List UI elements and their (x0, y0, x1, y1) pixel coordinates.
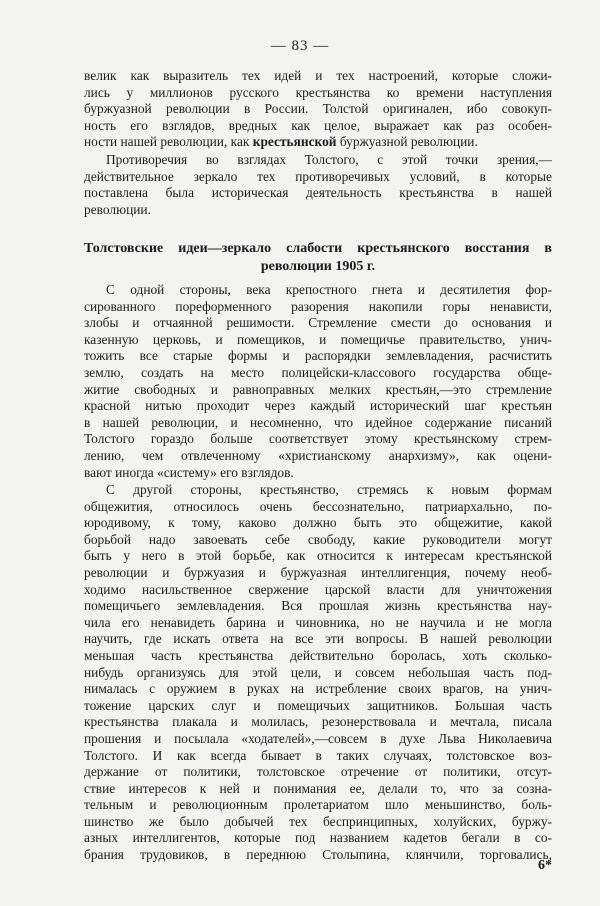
text-line: нималась с оружием в руках на истребление своих врагов, на унич- (84, 681, 552, 697)
text-line: азных интеллигентов, которые под названием кадетов бегали в со- (84, 830, 552, 846)
body-paragraph-2 (84, 482, 552, 864)
text-line: велик как выразитель тех идей и тех настроений, которые сложи- (84, 68, 552, 83)
text-line (84, 134, 552, 151)
text-line: в нашей революции, и несомненно, что идейное содержание писаний (84, 414, 552, 430)
text-line: лись у миллионов русского крестьянства ко времени наступления (84, 84, 552, 100)
text-fragment: ности нашей революции, как (84, 134, 253, 150)
text-line: общежития, относилось очень бессознательно, патриархально, по- (84, 498, 552, 514)
page-number: — 83 — (270, 38, 330, 54)
text-line: научить, где искать ответа на все эти вопросы. В нашей революции (84, 631, 552, 647)
intro-paragraph-1 (84, 68, 552, 151)
text-line: держание от политики, толстовское отречение от политики, отсут- (84, 764, 552, 780)
text-line: Толстого гораздо больше соответствует этому крестьянскому стрем- (84, 431, 552, 447)
text-line: ходимо насильственное свержение царской власти для уничтожения (84, 581, 552, 597)
signature-mark: 6* (538, 858, 552, 873)
emphasis-word: крестьянской (252, 134, 337, 150)
intro-paragraph-2 (84, 152, 552, 218)
text-line: нибудь организуясь для этой цели, и совсем небольшая часть под- (84, 664, 552, 680)
text-line: сированного пореформенного разорения накопили горы ненависти, (84, 298, 552, 314)
text-line: борьбой надо завоевать себе свободу, какие руководители могут (84, 531, 552, 547)
text-line: буржуазной революции в России. Толстой оригинален, ибо совокуп- (84, 101, 552, 117)
text-line: землю, создать на место полицейски-классового государства обще- (84, 364, 552, 380)
text-line: житие свободных и равноправных мелких крестьян,—это стремление (84, 381, 552, 397)
text-line: злобы и отчаянной решимости. Стремление смести до основания и (84, 315, 552, 331)
body-paragraph-1 (84, 282, 552, 481)
text-line: тожить все старые формы и распорядки землевладения, расчистить (84, 348, 552, 364)
text-line: Толстого. И как всегда бывает в таких случаях, толстовское воз- (84, 747, 552, 763)
text-line: прошения и посылала «ходателей»,—совсем в духе Льва Николаевича (84, 730, 552, 746)
section-heading (84, 240, 552, 276)
text-line: революции и буржуазия и буржуазная интеллигенция, почему необ- (84, 564, 552, 580)
text-line: крестьянства плакала и молилась, резонерствовала и мечтала, писала (84, 714, 552, 730)
text-line: ствие интересов к ней и понимания ее, делали то, что за созна- (84, 780, 552, 796)
text-line: С другой стороны, крестьянство, стремясь к новым формам (106, 482, 552, 497)
text-line: чила его ненавидеть барина и чиновника, но не научила и не могла (84, 614, 552, 630)
text-line: С одной стороны, века крепостного гнета и десятилетия фор- (106, 282, 552, 297)
text-line: действительное зеркало тех противоречивых условий, в которые (84, 168, 552, 184)
text-line: лению, чем отвлеченному «христианскому анархизму», как оцени- (84, 447, 552, 463)
text-line: красной нитью проходит через каждый исторический шаг крестьян (84, 398, 552, 414)
text-line: шинство же было добычей тех беспринципных, холуйских, буржу- (84, 813, 552, 829)
heading-line: революции 1905 г. (260, 259, 376, 274)
text-line: брания трудовиков, в переднюю Столыпина, клянчили, торговались, (84, 847, 552, 863)
text-line: быть у него в этой борьбе, как относится к интересам крестьянской (84, 548, 552, 564)
text-line: ность его взглядов, вредных как целое, выражает как раз особен- (84, 117, 552, 133)
text-line: меньшая часть крестьянства действительно боролась, хоть сколько- (84, 647, 552, 663)
text-line: казенную церковь, и помещиков, и помещичье правительство, унич- (84, 331, 552, 347)
text-line: Противоречия во взглядах Толстого, с этой точки зрения,— (106, 152, 552, 167)
text-line: поставлена была историческая деятельность крестьянства в нашей (84, 185, 552, 201)
text-line: тельным и революционным пролетариатом шло меньшинство, боль- (84, 797, 552, 813)
text-line: юродивому, к тому, каково должно быть это общежитие, какой (84, 515, 552, 531)
text-line: вают иногда «систему» его взглядов. (84, 464, 294, 480)
text-fragment: буржуазной революции. (336, 134, 478, 150)
text-line: тожение царских слуг и помещичьих защитников. Большая часть (84, 697, 552, 713)
text-line: революции. (84, 201, 151, 217)
text-line: помещичьего землевладения. Вся прошлая жизнь крестьянства нау- (84, 598, 552, 614)
heading-line: Толстовские идеи—зеркало слабости крестьянского восстания в (84, 241, 552, 256)
